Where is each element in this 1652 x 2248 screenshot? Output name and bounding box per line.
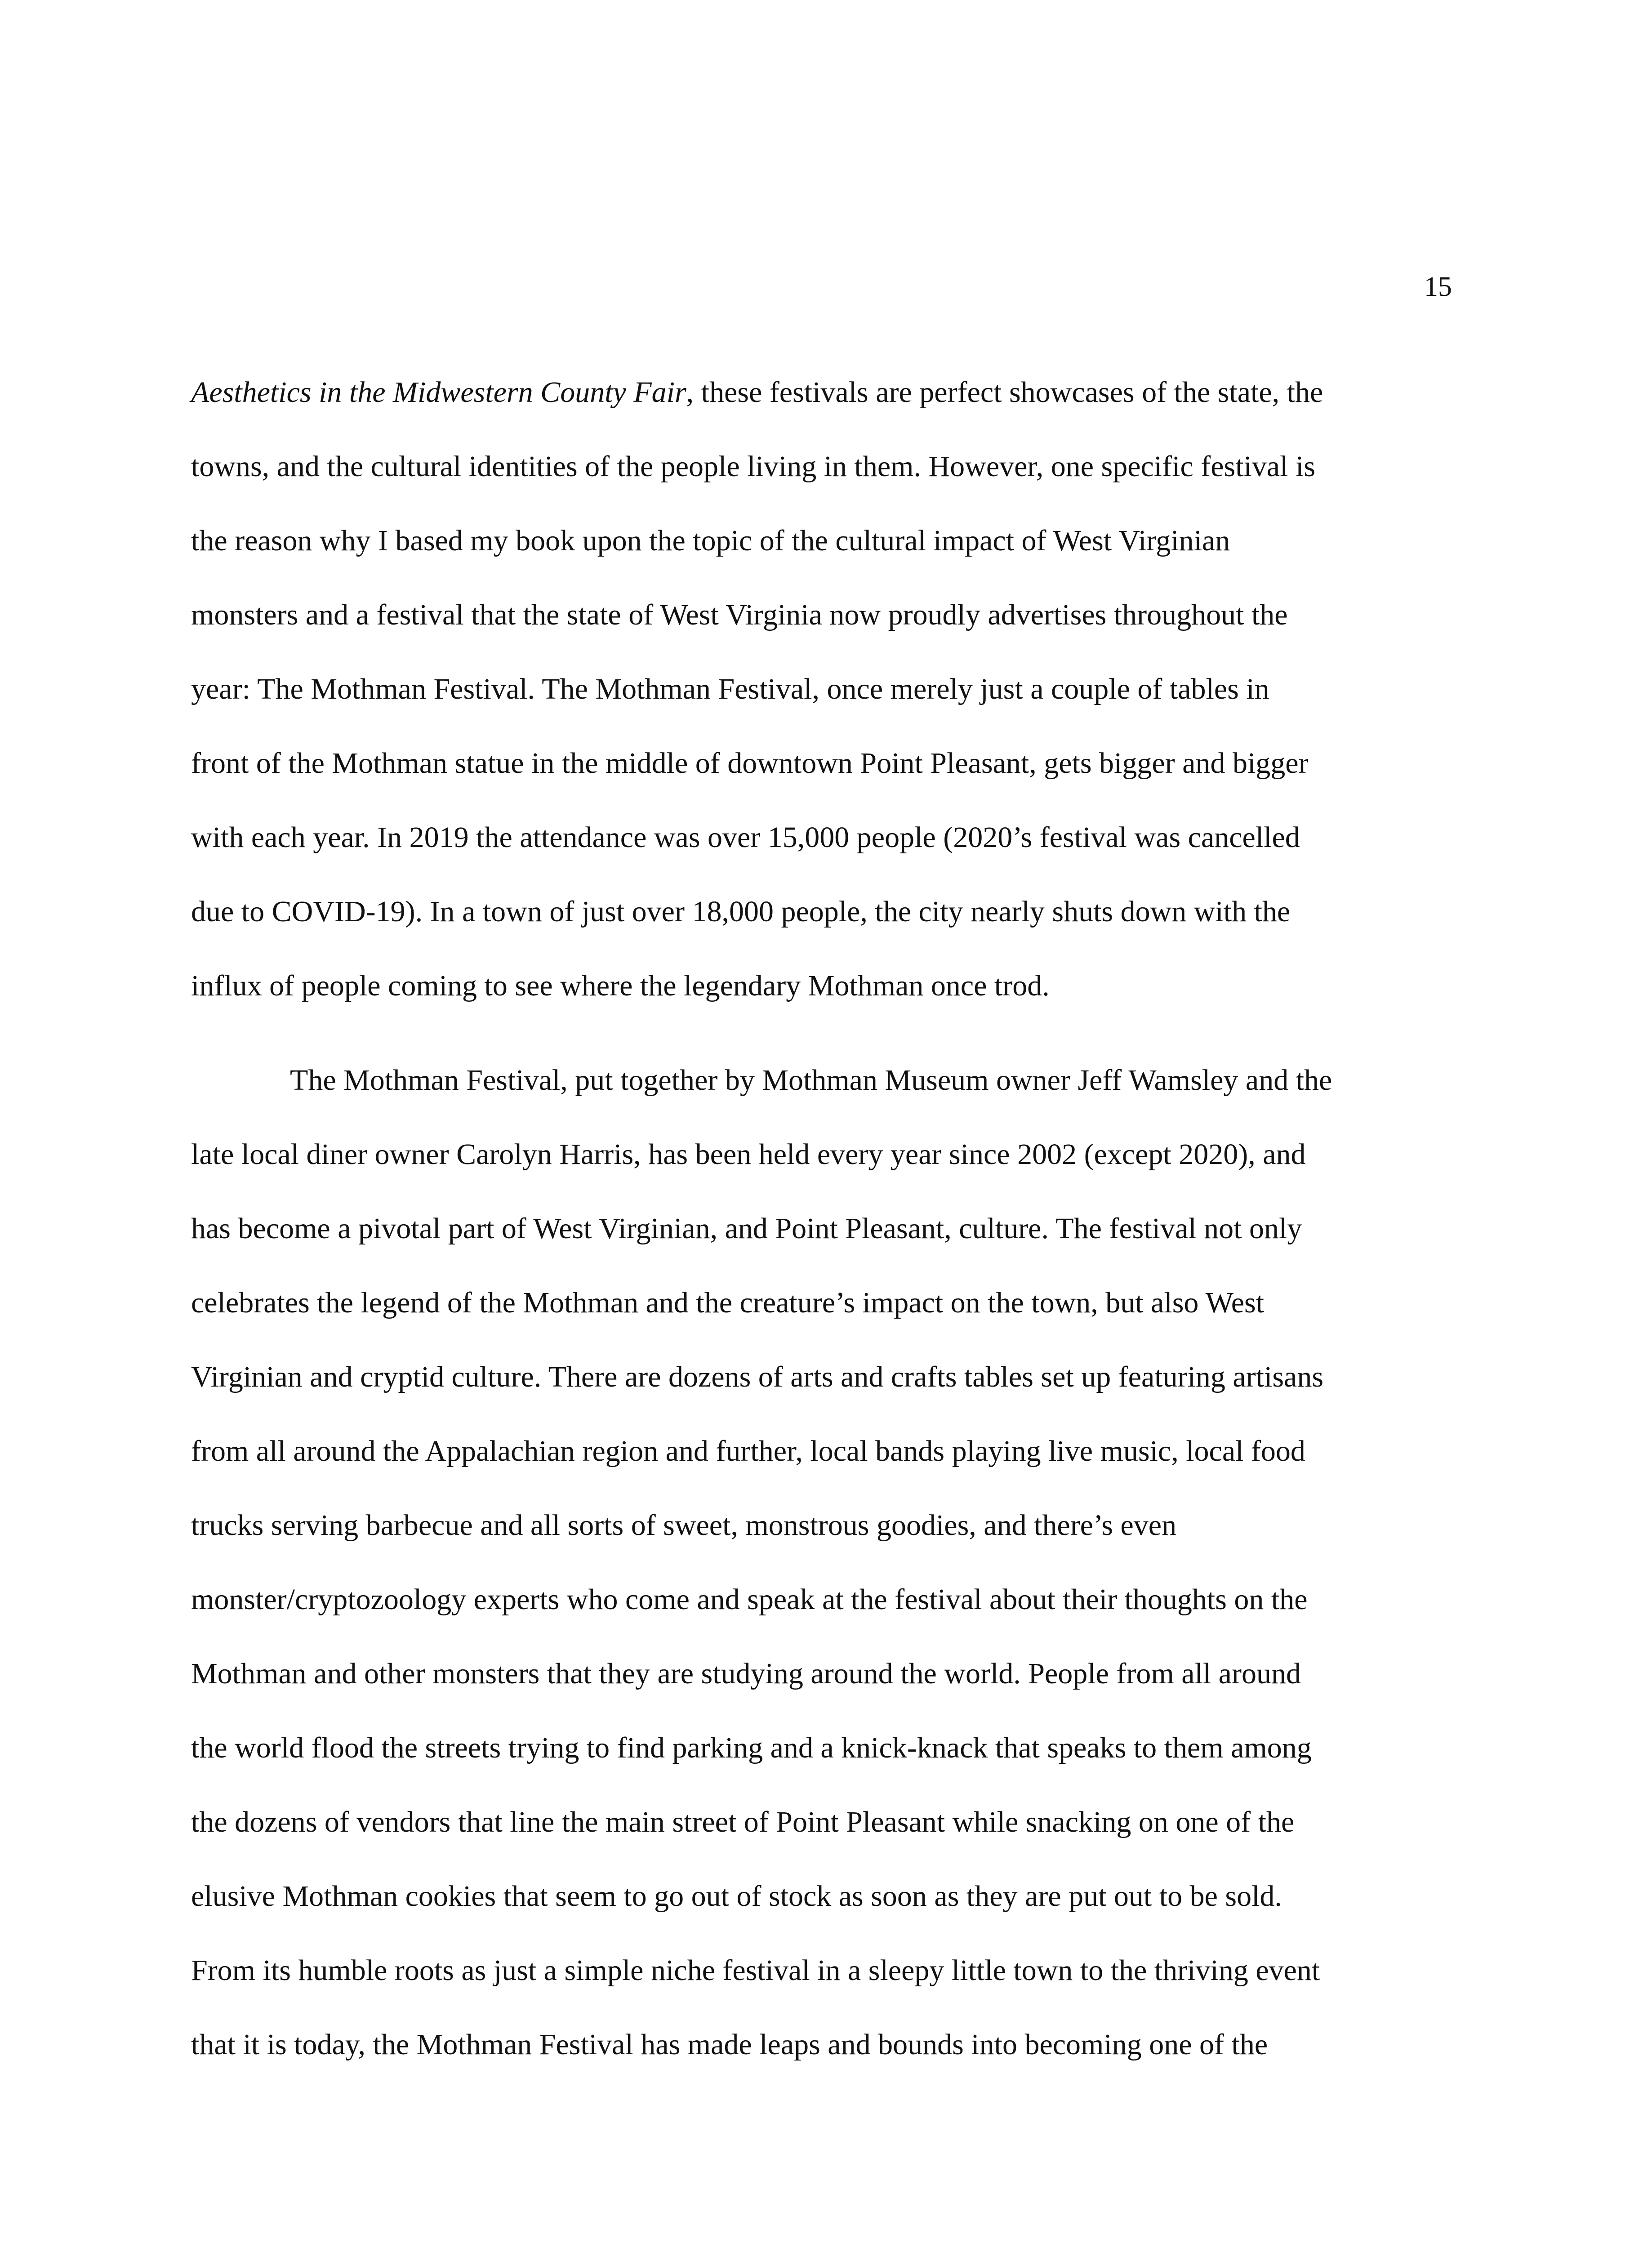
paragraph-line: that it is today, the Mothman Festival has made leaps and bounds into becoming one of the bbox=[191, 2028, 1268, 2061]
page-number: 15 bbox=[1424, 272, 1452, 302]
line-text: , these festivals are perfect showcases of the state, the bbox=[686, 376, 1323, 409]
paragraph-line: year: The Mothman Festival. The Mothman Festival, once merely just a couple of tables in bbox=[191, 673, 1269, 705]
paragraph-line: due to COVID-19). In a town of just over 18,000 people, the city nearly shuts down with the bbox=[191, 895, 1291, 928]
paragraph-line: with each year. In 2019 the attendance was over 15,000 people (2020’s festival was cancelled bbox=[191, 821, 1300, 854]
paragraph-line: late local diner owner Carolyn Harris, has been held every year since 2002 (except 2020), and bbox=[191, 1138, 1306, 1171]
paragraph-line: Mothman and other monsters that they are studying around the world. People from all around bbox=[191, 1657, 1301, 1690]
paragraph-line: Virginian and cryptid culture. There are dozens of arts and crafts tables set up featuring artisans bbox=[191, 1360, 1324, 1393]
paragraph-line: towns, and the cultural identities of the people living in them. However, one specific festival is bbox=[191, 450, 1316, 483]
paragraph-line: celebrates the legend of the Mothman and the creature’s impact on the town, but also West bbox=[191, 1286, 1265, 1319]
paragraph-line: the dozens of vendors that line the main street of Point Pleasant while snacking on one of the bbox=[191, 1806, 1295, 1838]
paragraph-2 bbox=[191, 1059, 1477, 2097]
paragraph-line bbox=[191, 371, 1477, 445]
body-text bbox=[191, 371, 1477, 2097]
paragraph-line: has become a pivotal part of West Virginian, and Point Pleasant, culture. The festival not only bbox=[191, 1212, 1302, 1245]
paragraph-line: the reason why I based my book upon the topic of the cultural impact of West Virginian bbox=[191, 524, 1230, 557]
paragraph-line: From its humble roots as just a simple niche festival in a sleepy little town to the thriving event bbox=[191, 1954, 1320, 1987]
paragraph-line: The Mothman Festival, put together by Mothman Museum owner Jeff Wamsley and the bbox=[290, 1064, 1332, 1097]
paragraph-line: trucks serving barbecue and all sorts of sweet, monstrous goodies, and there’s even bbox=[191, 1509, 1177, 1542]
paragraph-line: influx of people coming to see where the legendary Mothman once trod. bbox=[191, 969, 1050, 1002]
paragraph-line: the world flood the streets trying to find parking and a knick-knack that speaks to them among bbox=[191, 1731, 1312, 1764]
paragraph-line: from all around the Appalachian region and further, local bands playing live music, local food bbox=[191, 1435, 1305, 1467]
book-title: Aesthetics in the Midwestern County Fair bbox=[191, 376, 686, 409]
paragraph-line: monster/cryptozoology experts who come and speak at the festival about their thoughts on the bbox=[191, 1583, 1308, 1616]
paragraph-line: front of the Mothman statue in the middle of downtown Point Pleasant, gets bigger and bigger bbox=[191, 747, 1309, 780]
paragraph-1 bbox=[191, 371, 1477, 1039]
paragraph-line: elusive Mothman cookies that seem to go out of stock as soon as they are put out to be sold. bbox=[191, 1880, 1282, 1913]
paragraph-line: monsters and a festival that the state of West Virginia now proudly advertises throughout the bbox=[191, 598, 1288, 631]
